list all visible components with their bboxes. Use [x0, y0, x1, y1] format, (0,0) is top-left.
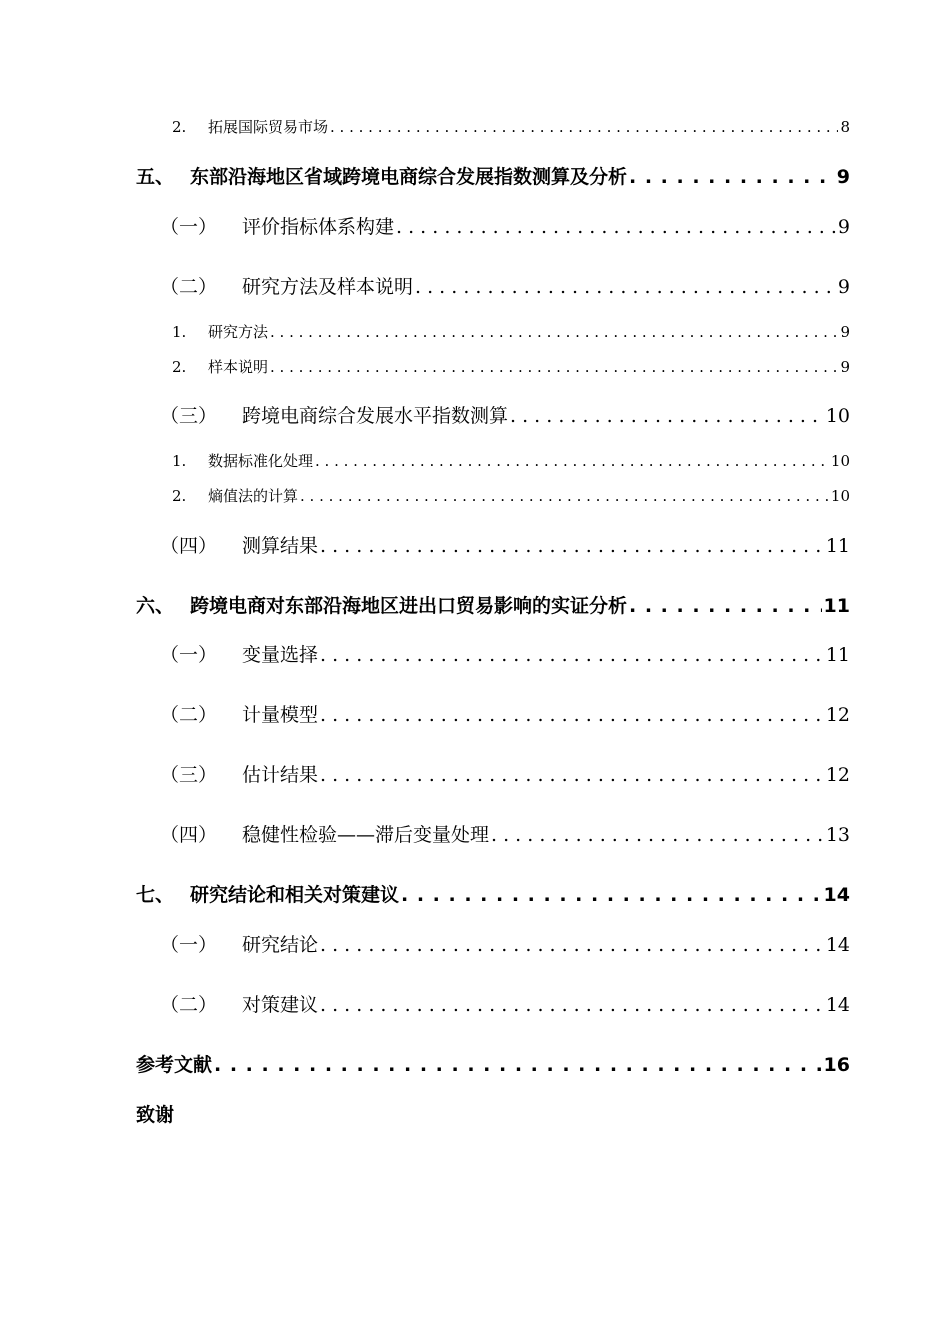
toc-chapter-6[interactable]	[136, 591, 850, 618]
dot-leader	[629, 166, 835, 188]
entry-page-number: 14	[825, 934, 850, 956]
toc-references[interactable]	[136, 1050, 850, 1077]
entry-number: （一）	[160, 934, 218, 956]
toc-section-6-1[interactable]	[136, 640, 850, 667]
entry-page-number: 8	[840, 118, 850, 136]
entry-page-number: 9	[837, 216, 850, 238]
dot-leader	[491, 824, 824, 846]
dot-leader	[330, 118, 838, 136]
dot-leader	[320, 994, 824, 1016]
dot-leader	[629, 595, 822, 617]
entry-number: 2.	[172, 118, 187, 136]
entry-title: 跨境电商对东部沿海地区进出口贸易影响的实证分析	[190, 595, 628, 617]
entry-number: （二）	[160, 994, 218, 1016]
toc-section-5-1[interactable]	[136, 212, 850, 239]
dot-leader	[320, 764, 824, 786]
entry-number: （三）	[160, 764, 218, 786]
toc-section-5-4[interactable]	[136, 531, 850, 558]
toc-entry-expand-international-trade[interactable]	[136, 116, 850, 137]
entry-number: （一）	[160, 644, 218, 666]
entry-page-number: 16	[823, 1054, 850, 1076]
toc-section-5-2[interactable]	[136, 272, 850, 299]
entry-title: 计量模型	[242, 704, 319, 726]
entry-number: 1.	[172, 323, 187, 341]
entry-title: 对策建议	[242, 994, 319, 1016]
entry-number: （二）	[160, 704, 218, 726]
dot-leader	[320, 644, 824, 666]
entry-title: 研究结论	[242, 934, 319, 956]
dot-leader	[510, 405, 824, 427]
entry-page-number: 10	[830, 452, 850, 470]
entry-title: 熵值法的计算	[208, 487, 299, 505]
entry-title: 跨境电商综合发展水平指数测算	[242, 405, 509, 427]
entry-page-number: 12	[825, 704, 850, 726]
toc-subsection-research-method[interactable]	[136, 321, 850, 342]
entry-number: （三）	[160, 405, 218, 427]
toc-section-6-4[interactable]	[136, 820, 850, 847]
entry-number: 2.	[172, 358, 187, 376]
entry-title: 变量选择	[242, 644, 319, 666]
dot-leader	[320, 535, 824, 557]
entry-title: 东部沿海地区省域跨境电商综合发展指数测算及分析	[190, 166, 628, 188]
entry-title: 评价指标体系构建	[242, 216, 395, 238]
entry-title: 数据标准化处理	[208, 452, 314, 470]
toc-section-7-2[interactable]	[136, 990, 850, 1017]
entry-page-number: 9	[837, 276, 850, 298]
toc-subsection-data-normalization[interactable]	[136, 450, 850, 471]
entry-title: 拓展国际贸易市场	[208, 118, 329, 136]
entry-title: 研究方法及样本说明	[242, 276, 414, 298]
entry-page-number: 9	[840, 358, 850, 376]
entry-title: 研究结论和相关对策建议	[190, 884, 400, 906]
dot-leader	[315, 452, 829, 470]
dot-leader	[270, 358, 838, 376]
entry-number: （四）	[160, 535, 218, 557]
toc-chapter-7[interactable]	[136, 880, 850, 907]
dot-leader	[320, 934, 824, 956]
entry-number: 七、	[136, 884, 175, 906]
toc-section-6-2[interactable]	[136, 700, 850, 727]
entry-page-number: 9	[836, 166, 850, 188]
entry-page-number: 11	[825, 535, 850, 557]
dot-leader	[396, 216, 836, 238]
toc-chapter-5[interactable]	[136, 162, 850, 189]
entry-page-number: 11	[825, 644, 850, 666]
entry-number: （二）	[160, 276, 218, 298]
dot-leader	[320, 704, 824, 726]
dot-leader	[401, 884, 822, 906]
entry-number: （一）	[160, 216, 218, 238]
dot-leader	[214, 1054, 822, 1076]
entry-title: 样本说明	[208, 358, 269, 376]
toc-section-5-3[interactable]	[136, 401, 850, 428]
toc-subsection-sample-description[interactable]	[136, 356, 850, 377]
entry-page-number: 10	[830, 487, 850, 505]
entry-number: （四）	[160, 824, 218, 846]
entry-number: 1.	[172, 452, 187, 470]
entry-page-number: 9	[840, 323, 850, 341]
entry-number: 2.	[172, 487, 187, 505]
entry-page-number: 13	[825, 824, 850, 846]
dot-leader	[415, 276, 836, 298]
entry-title: 测算结果	[242, 535, 319, 557]
entry-title: 稳健性检验——滞后变量处理	[242, 824, 490, 846]
entry-title: 估计结果	[242, 764, 319, 786]
entry-title: 致谢	[136, 1104, 175, 1126]
entry-page-number: 10	[825, 405, 850, 427]
dot-leader	[300, 487, 829, 505]
entry-page-number: 11	[823, 595, 850, 617]
entry-number: 五、	[136, 166, 175, 188]
entry-page-number: 14	[825, 994, 850, 1016]
toc-section-7-1[interactable]	[136, 930, 850, 957]
entry-title: 参考文献	[136, 1054, 213, 1076]
toc-subsection-entropy-method[interactable]	[136, 485, 850, 506]
toc-section-6-3[interactable]	[136, 760, 850, 787]
entry-page-number: 12	[825, 764, 850, 786]
entry-page-number: 14	[823, 884, 850, 906]
toc-acknowledgements[interactable]	[136, 1100, 850, 1127]
entry-number: 六、	[136, 595, 175, 617]
dot-leader	[270, 323, 838, 341]
entry-title: 研究方法	[208, 323, 269, 341]
